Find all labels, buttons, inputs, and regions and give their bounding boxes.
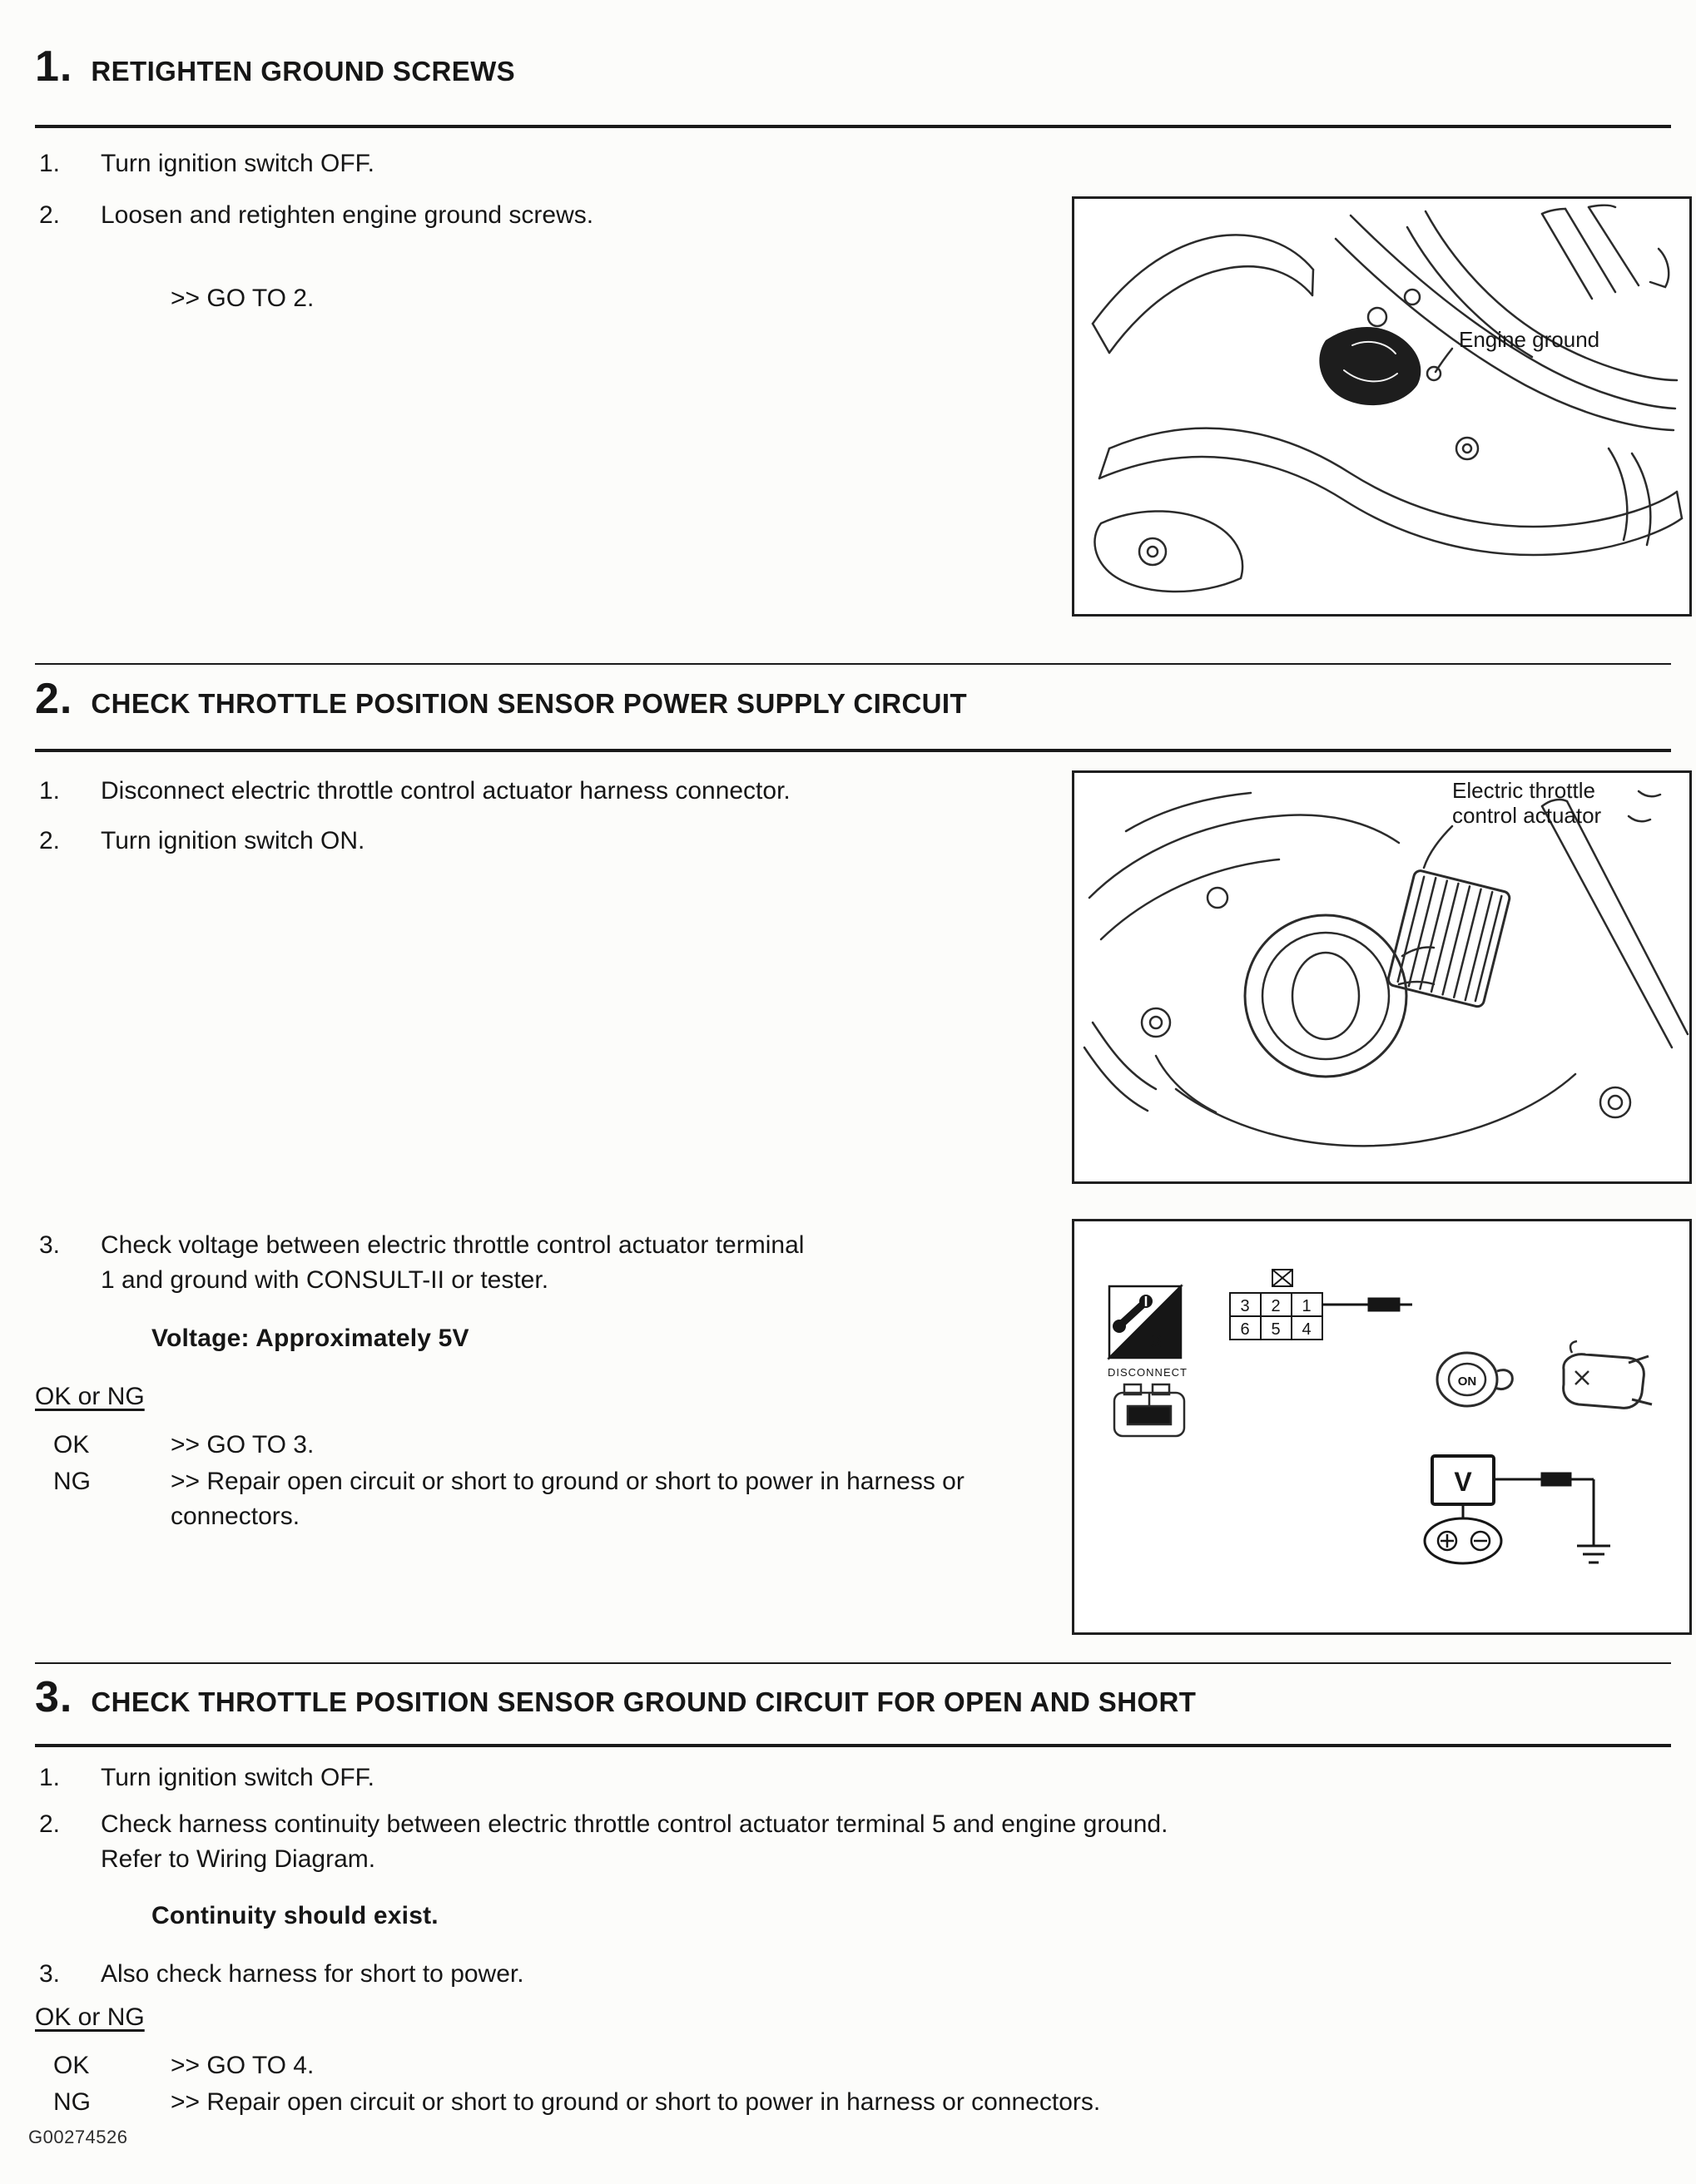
circuit-test-diagram bbox=[1074, 1221, 1689, 1632]
voltmeter-label: V bbox=[1454, 1467, 1472, 1497]
step-number: 2. bbox=[39, 201, 61, 229]
section-1-title: RETIGHTEN GROUND SCREWS bbox=[91, 56, 516, 87]
step-text-line-1: Check harness continuity between electric throttle control actuator terminal 5 and engine ground. bbox=[101, 1810, 1168, 1838]
ground-wire bbox=[1494, 1473, 1610, 1562]
section-2-step-1 bbox=[39, 774, 791, 809]
section-3-title: CHECK THROTTLE POSITION SENSOR GROUND CIRCUIT FOR OPEN AND SHORT bbox=[91, 1686, 1197, 1717]
section-3-number: 3. bbox=[35, 1673, 73, 1721]
section-2-result-ok bbox=[53, 1428, 314, 1463]
figure-code: G00274526 bbox=[28, 2127, 128, 2147]
section-3-step-3 bbox=[39, 1957, 524, 1992]
section-3-underline bbox=[35, 1744, 1671, 1747]
step-text bbox=[101, 1228, 804, 1298]
step-number: 3. bbox=[39, 1960, 61, 1988]
step-number: 1. bbox=[39, 150, 61, 177]
step-number: 3. bbox=[39, 1231, 61, 1259]
section-1-number: 1. bbox=[35, 42, 73, 91]
section-2-underline bbox=[35, 749, 1671, 752]
result-text: >> Repair open circuit or short to ground or short to power in harness or connectors. bbox=[171, 1468, 965, 1530]
result-text: >> GO TO 4. bbox=[171, 2052, 315, 2079]
figure-engine-ground bbox=[1072, 196, 1692, 617]
section-2-ok-or-ng: OK or NG bbox=[35, 1383, 145, 1410]
figure-circuit-test bbox=[1072, 1219, 1692, 1635]
step-number: 1. bbox=[39, 1764, 61, 1791]
step-text: Turn ignition switch OFF. bbox=[101, 150, 374, 177]
probe-wire bbox=[1322, 1299, 1412, 1310]
ts-label: T.S. bbox=[1136, 1331, 1168, 1352]
meter-terminals-icon bbox=[1425, 1518, 1501, 1563]
figure-callout-line-2: control actuator bbox=[1452, 803, 1602, 828]
result-label: NG bbox=[53, 1468, 91, 1495]
section-3-result-ng bbox=[53, 2085, 1100, 2120]
step-text bbox=[101, 1807, 1168, 1877]
section-2-result-ng bbox=[53, 1464, 990, 1534]
step-text: Turn ignition switch OFF. bbox=[101, 1764, 374, 1791]
result-text: >> Repair open circuit or short to ground or short to power in harness or connectors. bbox=[171, 2088, 1101, 2116]
ignition-on-label: ON bbox=[1457, 1374, 1477, 1389]
section-1-step-1 bbox=[39, 146, 374, 181]
step-text-line-1: Check voltage between electric throttle control actuator terminal bbox=[101, 1231, 805, 1259]
section-2-title: CHECK THROTTLE POSITION SENSOR POWER SUPPLY CIRCUIT bbox=[91, 688, 968, 719]
terminal-5: 5 bbox=[1271, 1320, 1281, 1339]
terminal-4: 4 bbox=[1302, 1320, 1312, 1339]
result-label: OK bbox=[53, 1431, 90, 1458]
harness-plug-icon bbox=[1564, 1341, 1652, 1408]
terminal-2: 2 bbox=[1271, 1297, 1281, 1315]
section-3-header bbox=[35, 1672, 1196, 1722]
section-3-result-ok bbox=[53, 2048, 314, 2083]
step-number: 1. bbox=[39, 777, 61, 805]
throttle-actuator-illustration bbox=[1074, 773, 1689, 1181]
step-text: Disconnect electric throttle control actuator harness connector. bbox=[101, 777, 791, 805]
section-3-ok-or-ng: OK or NG bbox=[35, 2003, 145, 2031]
disconnect-label: DISCONNECT bbox=[1108, 1366, 1188, 1379]
section-3-top-divider bbox=[35, 1662, 1671, 1664]
step-text: Turn ignition switch ON. bbox=[101, 827, 365, 854]
figure-callout-line-1: Electric throttle bbox=[1452, 778, 1595, 803]
engine-ground-illustration bbox=[1074, 199, 1689, 614]
section-2-step-3 bbox=[39, 1228, 804, 1298]
section-2-top-divider bbox=[35, 663, 1671, 665]
section-3-step-2 bbox=[39, 1807, 1168, 1877]
section-2-header bbox=[35, 674, 967, 724]
figure-throttle-actuator bbox=[1072, 770, 1692, 1184]
step-number: 2. bbox=[39, 827, 61, 854]
step-text: Also check harness for short to power. bbox=[101, 1960, 524, 1988]
result-label: NG bbox=[53, 2088, 91, 2116]
section-1-step-2 bbox=[39, 198, 593, 233]
step-text-line-2: 1 and ground with CONSULT-II or tester. bbox=[101, 1266, 549, 1294]
step-number: 2. bbox=[39, 1810, 61, 1838]
step-text-line-2: Refer to Wiring Diagram. bbox=[101, 1845, 376, 1873]
connector-icon bbox=[1114, 1384, 1184, 1436]
section-3-spec: Continuity should exist. bbox=[151, 1902, 439, 1929]
terminal-1: 1 bbox=[1302, 1297, 1312, 1315]
section-2-number: 2. bbox=[35, 675, 73, 723]
terminal-6: 6 bbox=[1240, 1320, 1250, 1339]
section-2-spec: Voltage: Approximately 5V bbox=[151, 1325, 469, 1352]
result-text: >> GO TO 3. bbox=[171, 1431, 315, 1458]
section-2-step-2 bbox=[39, 824, 364, 859]
figure-callout-engine-ground: Engine ground bbox=[1459, 327, 1600, 352]
section-1-goto: >> GO TO 2. bbox=[171, 285, 315, 312]
terminal-3: 3 bbox=[1240, 1297, 1250, 1315]
section-1-underline bbox=[35, 125, 1671, 128]
result-label: OK bbox=[53, 2052, 90, 2079]
section-3-step-1 bbox=[39, 1761, 374, 1795]
step-text: Loosen and retighten engine ground screws. bbox=[101, 201, 594, 229]
section-1-header bbox=[35, 42, 515, 92]
